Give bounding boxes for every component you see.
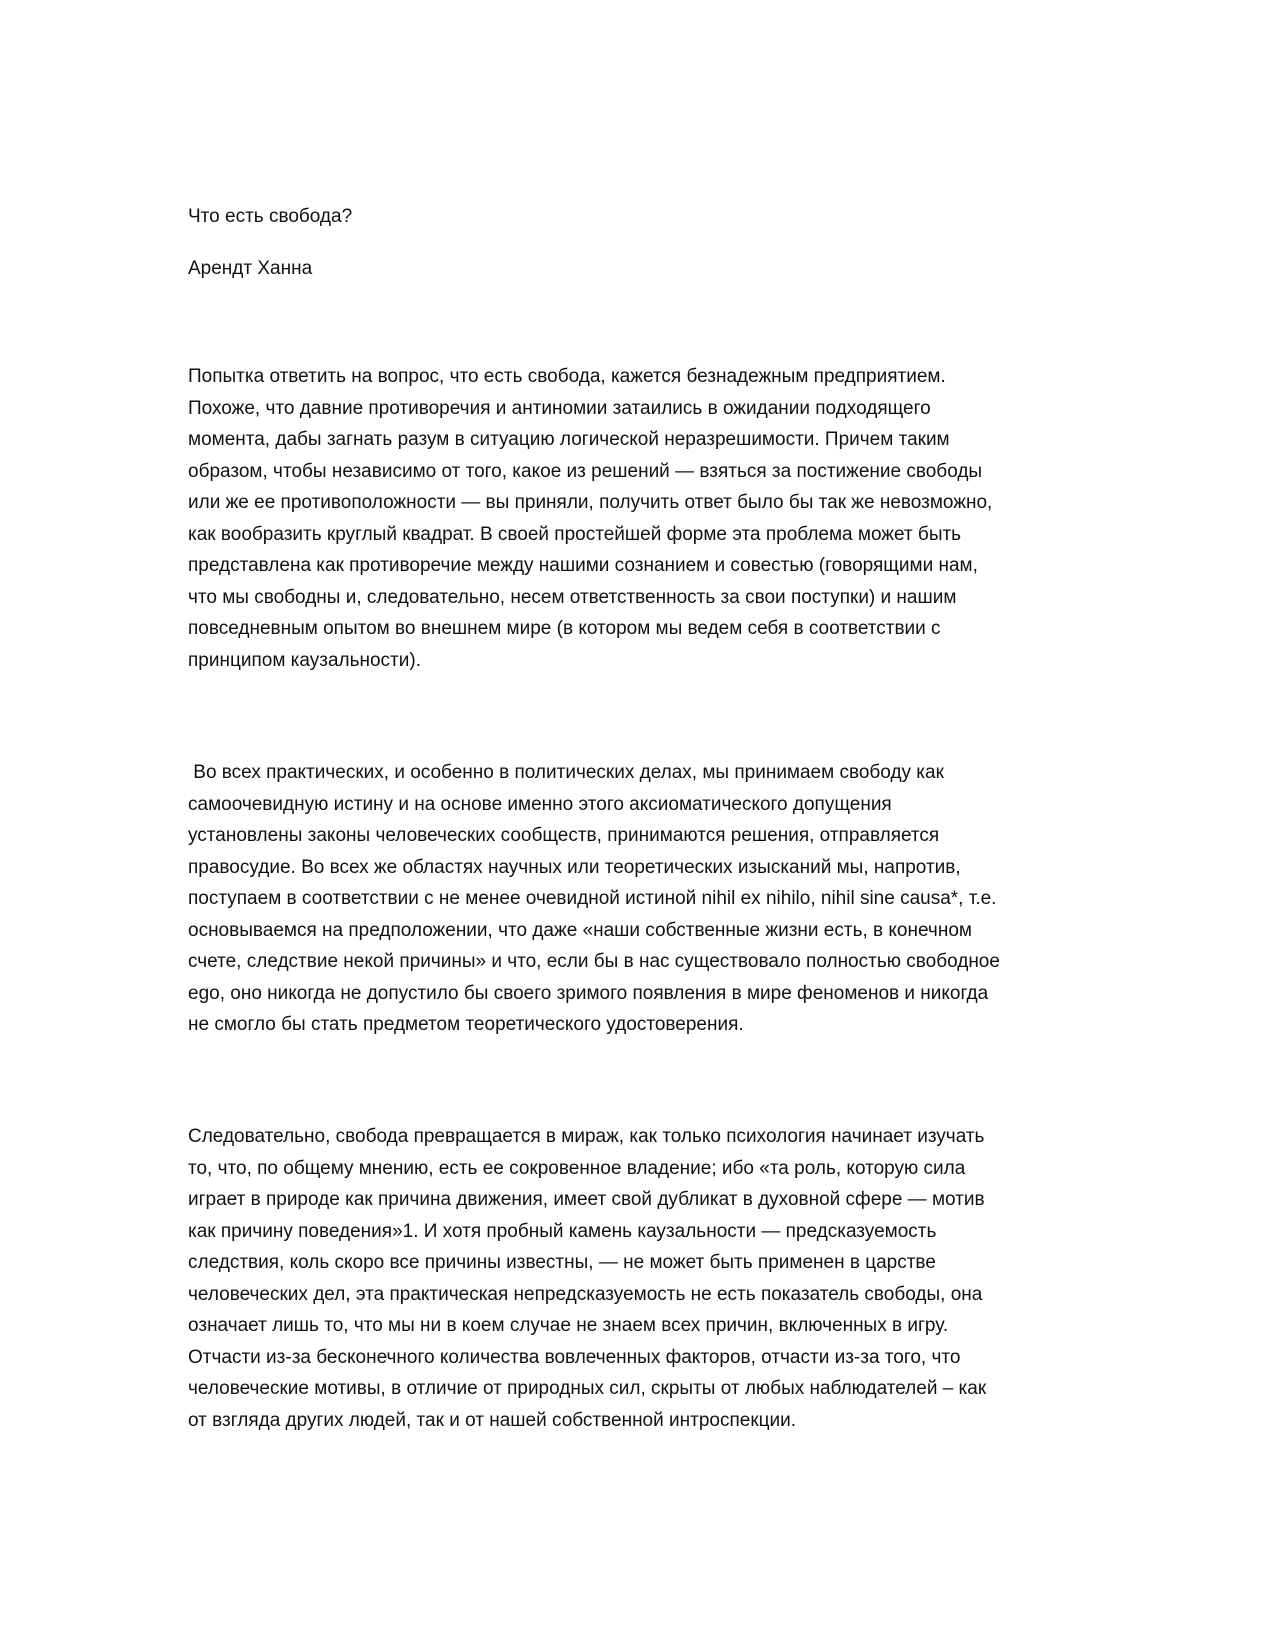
paragraph-line: Похоже, что давние противоречия и антиномии затаились в ожидании подходящего [188, 397, 931, 419]
paragraph-line: означает лишь то, что мы ни в коем случае не знаем всех причин, включенных в игру. [188, 1315, 949, 1336]
paragraph-line: от взгляда других людей, так и от нашей собственной интроспекции. [188, 1409, 797, 1431]
paragraph-line: что мы свободны и, следовательно, несем ответственность за свои поступки) и нашим [188, 586, 957, 608]
paragraph-line: повседневным опытом во внешнем мире (в котором мы ведем себя в соответствии с [188, 618, 941, 639]
paragraph-line: установлены законы человеческих сообществ, принимаются решения, отправляется [188, 825, 940, 846]
paragraph-line: поступаем в соответствии с не менее очевидной истиной nihil ex nihilo, nihil sine causa*, т.е. [188, 888, 997, 909]
paragraph-3 [188, 1121, 986, 1436]
paragraph-line: самоочевидную истину и на основе именно этого аксиоматического допущения [188, 793, 892, 815]
paragraph-line: ego, оно никогда не допустило бы своего зримого появления в мире феноменов и никогда [188, 982, 989, 1004]
paragraph-line: не смогло бы стать предметом теоретического удостоверения. [188, 1014, 744, 1035]
paragraph-line: принципом каузальности). [188, 649, 421, 671]
paragraph-line: Следовательно, свобода превращается в мираж, как только психология начинает изучать [188, 1126, 985, 1147]
paragraph-line: образом, чтобы независимо от того, какое из решений — взяться за постижение свободы [188, 460, 983, 482]
paragraph-line: как вообразить круглый квадрат. В своей простейшей форме эта проблема может быть [188, 523, 962, 545]
paragraph-line: человеческие мотивы, в отличие от природных сил, скрыты от любых наблюдателей – как [188, 1378, 987, 1399]
paragraph-line: играет в природе как причина движения, имеет свой дубликат в духовной сфере — мотив [188, 1189, 985, 1210]
paragraph-line: Отчасти из-за бесконечного количества вовлеченных факторов, отчасти из-за того, что [188, 1346, 961, 1368]
paragraph-line: человеческих дел, эта практическая непредсказуемость не есть показатель свободы, она [188, 1283, 983, 1305]
paragraph-line: счете, следствие некой причины» и что, если бы в нас существовало полностью свободное [188, 951, 1000, 972]
paragraph-line: как причину поведения»1. И хотя пробный камень каузальности — предсказуемость [188, 1220, 937, 1242]
document-author: Арендт Ханна [188, 258, 313, 279]
document-title: Что есть свобода? [188, 206, 353, 227]
paragraph-line: правосудие. Во всех же областях научных или теоретических изысканий мы, напротив, [188, 856, 961, 878]
paragraph-line: Во всех практических, и особенно в политических делах, мы принимаем свободу как [188, 762, 944, 783]
paragraph-line: Попытка ответить на вопрос, что есть свобода, кажется безнадежным предприятием. [188, 366, 946, 387]
paragraph-line: или же ее противоположности — вы приняли, получить ответ было бы так же невозможно, [188, 492, 993, 513]
paragraph-line: то, что, по общему мнению, есть ее сокровенное владение; ибо «та роль, которую сила [188, 1157, 966, 1179]
paragraph-line: представлена как противоречие между нашими сознанием и совестью (говорящими нам, [188, 555, 978, 576]
paragraph-line: момента, дабы загнать разум в ситуацию логической неразрешимости. Причем таким [188, 429, 950, 450]
paragraph-line: следствия, коль скоро все причины известны, — не может быть применен в царстве [188, 1252, 936, 1273]
paragraph-2 [188, 757, 1000, 1041]
paragraph-line: основываемся на предположении, что даже «наши собственные жизни есть, в конечном [188, 919, 972, 941]
paragraph-1 [188, 361, 992, 676]
